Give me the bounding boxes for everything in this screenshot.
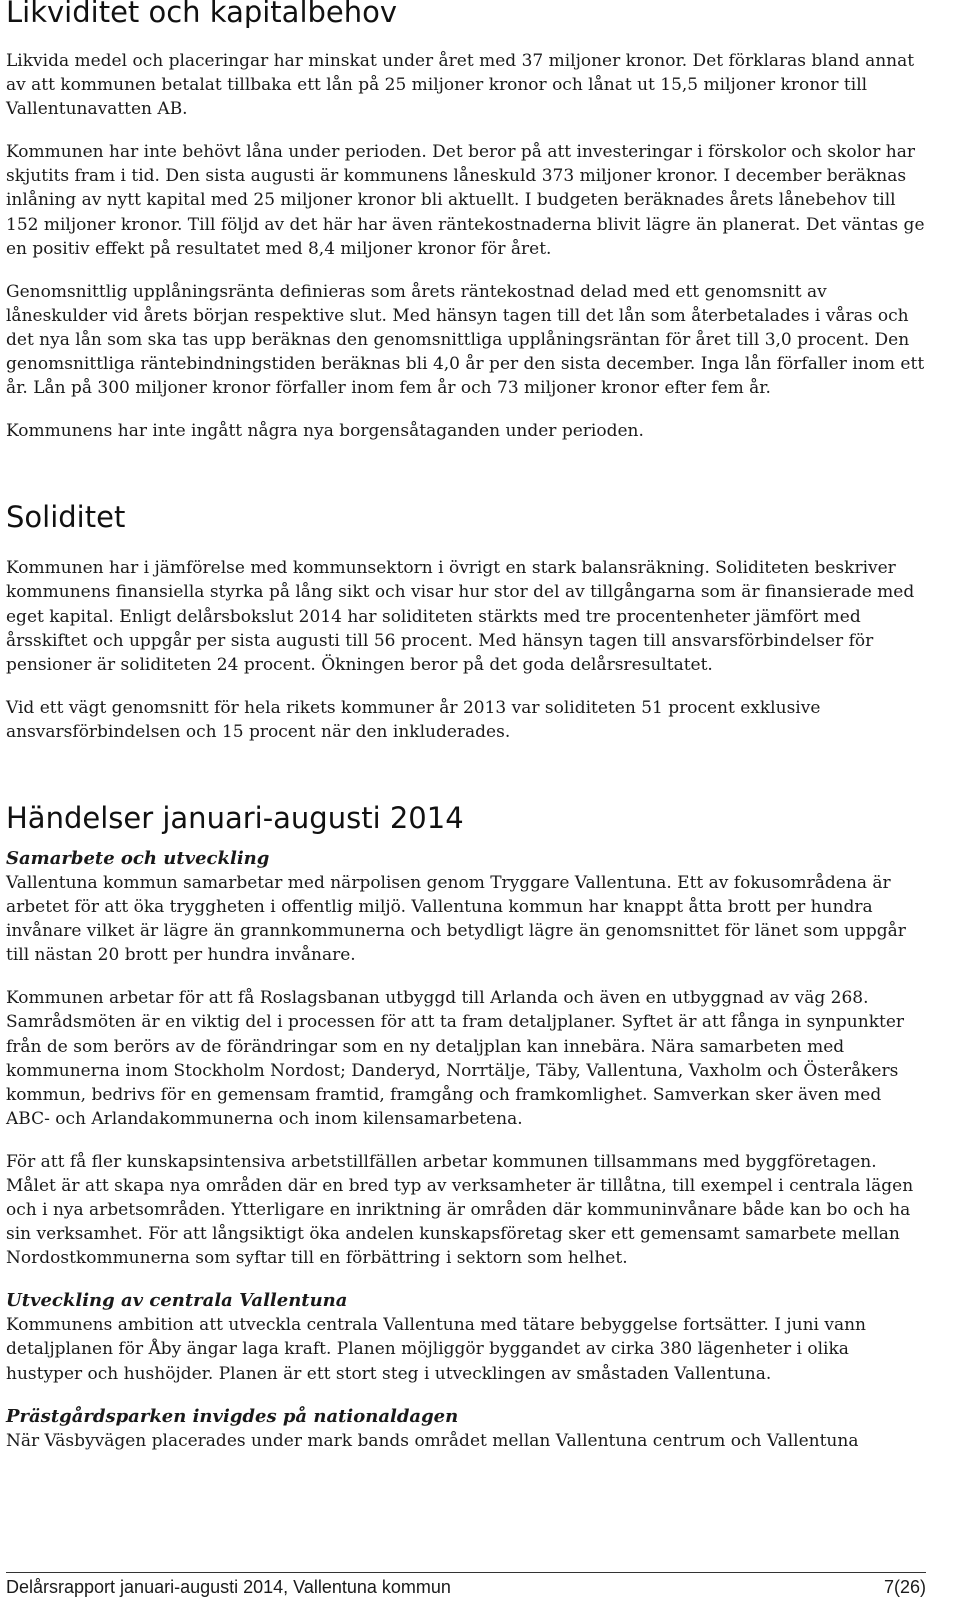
document-page [6, 0, 926, 1453]
paragraph: För att få fler kunskapsintensiva arbetstillfällen arbetar kommunen tillsammans med byggföretagen. Målet är att skapa nya områden där en bred typ av verksamheter är tillåtna, till exempel i centrala lägen och i nya arbetsområden. Ytterligare en inriktning är områden där kommuninvånare både kan bo och ha sin verksamhet. För att långsiktigt öka andelen kunskapsföretag sker ett gemensamt samarbete mellan Nordostkommunerna som syftar till en förbättring i sektorn som helhet. [6, 1151, 914, 1269]
heading-soliditet: Soliditet [6, 500, 126, 535]
paragraph: Likvida medel och placeringar har minskat under året med 37 miljoner kronor. Det förklaras bland annat av att kommunen betalat tillbaka ett lån på 25 miljoner kronor och lånat ut 15,5 miljoner kronor till Vallentunavatten AB. [6, 51, 915, 120]
section-soliditet-body [6, 556, 926, 744]
paragraph: Kommunen har inte behövt låna under perioden. Det beror på att investeringar i förskolor och skolor har skjutits fram i tid. Den sista augusti är kommunens låneskuld 373 miljoner kronor. I december beräknas inlåning av nytt kapital med 25 miljoner kronor bli aktuellt. I budgeten beräknades årets lånebehov till 152 miljoner kronor. Till följd av det här har även räntekostnaderna blivit lägre än planerat. Det väntas ge en positiv effekt på resultatet med 8,4 miljoner kronor för året. [6, 142, 925, 259]
subsection-prastgard [6, 1405, 926, 1453]
page-number: 7(26) [883, 1577, 926, 1597]
paragraph: Kommunen har i jämförelse med kommunsektorn i övrigt en stark balansräkning. Soliditeten beskriver kommunens finansiella styrka på lång sikt och visar hur stor del av tillgångarna som är finansierade med eget kapital. Enligt delårsbokslut 2014 har soliditeten stärkts med tre procentenheter jämfört med årsskiftet och uppgår per sista augusti till 56 procent. Med hänsyn tagen till ansvarsförbindelser för pensioner är soliditeten 24 procent. Ökningen beror på det goda delårsresultatet. [6, 558, 915, 675]
paragraph: Genomsnittlig upplåningsränta definieras som årets räntekostnad delad med ett genomsnitt av låneskulder vid årets början respektive slut. Med hänsyn tagen till det lån som återbetalades i våras och det nya lån som ska tas upp beräknas den genomsnittliga upplåningsräntan för året till 3,0 procent. Den genomsnittliga räntebindningstiden beräknas bli 4,0 år per den sista december. Inga lån förfaller inom ett år. Lån på 300 miljoner kronor förfaller inom fem år och 73 miljoner kronor efter fem år. [6, 281, 925, 399]
page-footer [6, 1572, 926, 1599]
section-likviditet-body [6, 49, 926, 443]
paragraph: Vallentuna kommun samarbetar med närpolisen genom Tryggare Vallentuna. Ett av fokusområdena är arbetet för att öka tryggheten i offentlig miljö. Vallentuna kommun har knappt åtta brott per hundra invånare vilket är lägre än grannkommunerna och betydligt lägre än genomsnittet för länet som uppgår till nästan 20 brott per hundra invånare. [6, 872, 906, 966]
footer-title: Delårsrapport januari-augusti 2014, Vallentuna kommun [6, 1577, 451, 1597]
subheading-prastgard: Prästgårdsparken invigdes på nationaldagen [6, 1405, 459, 1427]
subsection-samarbete [6, 847, 926, 1270]
heading-likviditet: Likviditet och kapitalbehov [6, 0, 398, 29]
paragraph: När Väsbyvägen placerades under mark bands området mellan Vallentuna centrum och Vallentuna [6, 1430, 859, 1451]
paragraph: Kommunens har inte ingått några nya borgensåtaganden under perioden. [6, 421, 644, 442]
paragraph: Kommunens ambition att utveckla centrala Vallentuna med tätare bebyggelse fortsätter. I juni vann detaljplanen för Åby ängar laga kraft. Planen möjliggör byggandet av cirka 380 lägenheter i olika hustyper och hushöjder. Planen är ett stort steg i utvecklingen av småstaden Vallentuna. [6, 1315, 867, 1384]
heading-handelser: Händelser januari-augusti 2014 [6, 800, 464, 835]
subheading-utveckling: Utveckling av centrala Vallentuna [6, 1290, 348, 1312]
subheading-samarbete: Samarbete och utveckling [6, 847, 270, 869]
paragraph: Vid ett vägt genomsnitt för hela rikets kommuner år 2013 var soliditeten 51 procent exklusive ansvarsförbindelsen och 15 procent när den inkluderades. [6, 697, 821, 742]
subsection-utveckling [6, 1289, 926, 1385]
paragraph: Kommunen arbetar för att få Roslagsbanan utbyggd till Arlanda och även en utbyggnad av väg 268. Samrådsmöten är en viktig del i processen för att ta fram detaljplaner. Syftet är att fånga in synpunkter från de som berörs av de förändringar som en ny detaljplan kan innebära. Nära samarbeten med kommunerna inom Stockholm Nordost; Danderyd, Norrtälje, Täby, Vallentuna, Vaxholm och Österåkers kommun, bedrivs för en gemensam framtid, framgång och framkomlighet. Samverkan sker även med ABC- och Arlandakommunerna och inom kilensamarbetena. [6, 988, 905, 1129]
